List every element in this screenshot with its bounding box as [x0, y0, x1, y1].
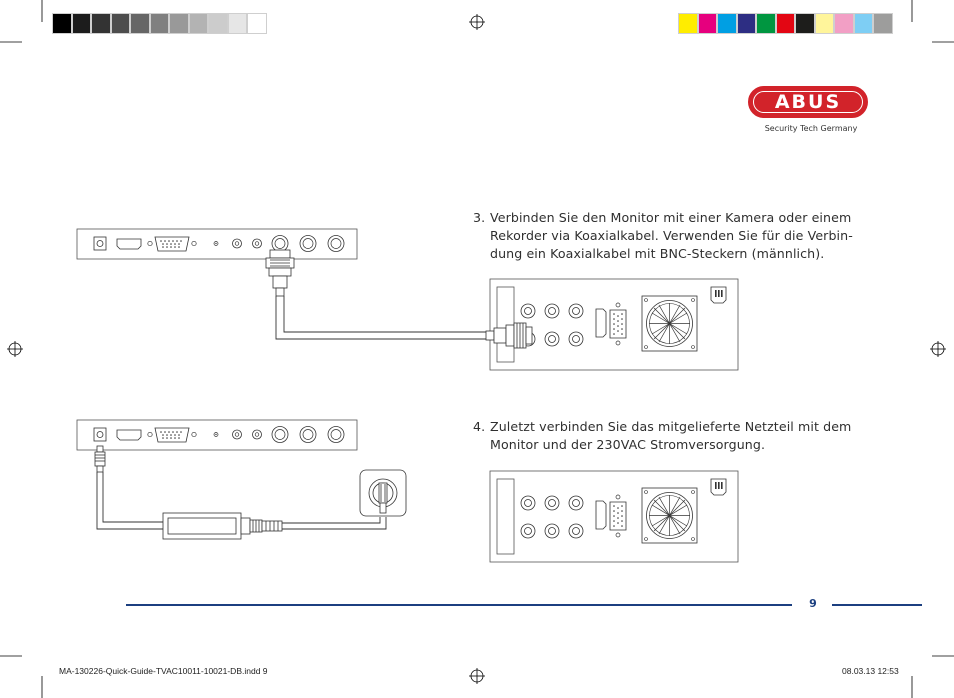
step-text-line: dung ein Koaxialkabel mit BNC-Steckern (männlich). — [490, 246, 825, 261]
diagram-power-connection — [77, 420, 738, 562]
bnc-connector-top — [266, 250, 294, 296]
monitor-rear-panel — [77, 420, 357, 450]
wall-outlet-icon — [360, 470, 406, 516]
footer-rule-right — [832, 604, 922, 606]
logo-tagline: Security Tech Germany — [764, 124, 858, 133]
step-text-line: Verbinden Sie den Monitor mit einer Kamera oder einem — [490, 210, 852, 225]
recorder-rear-panel — [490, 279, 738, 370]
step-text-line: Monitor und der 230VAC Stromversorgung. — [490, 437, 766, 452]
step-text-line: Rekorder via Koaxialkabel. Verwenden Sie für die Verbin- — [490, 228, 853, 243]
monitor-rear-panel — [77, 229, 357, 259]
step-text-line: Zuletzt verbinden Sie das mitgelieferte Netzteil mit dem — [490, 419, 852, 434]
step-number: 3. — [473, 210, 486, 225]
date-slug: 08.03.13 12:53 — [842, 666, 899, 676]
logo-wordmark: ABUS — [774, 90, 842, 113]
diagram-coax-connection — [77, 229, 738, 370]
footer-rule-left — [126, 604, 792, 606]
recorder-rear-panel — [490, 471, 738, 562]
file-slug: MA-130226-Quick-Guide-TVAC10011-10021-DB.indd 9 — [59, 666, 268, 676]
step-number: 4. — [473, 419, 486, 434]
power-adapter — [163, 513, 282, 539]
page-number: 9 — [809, 597, 817, 610]
